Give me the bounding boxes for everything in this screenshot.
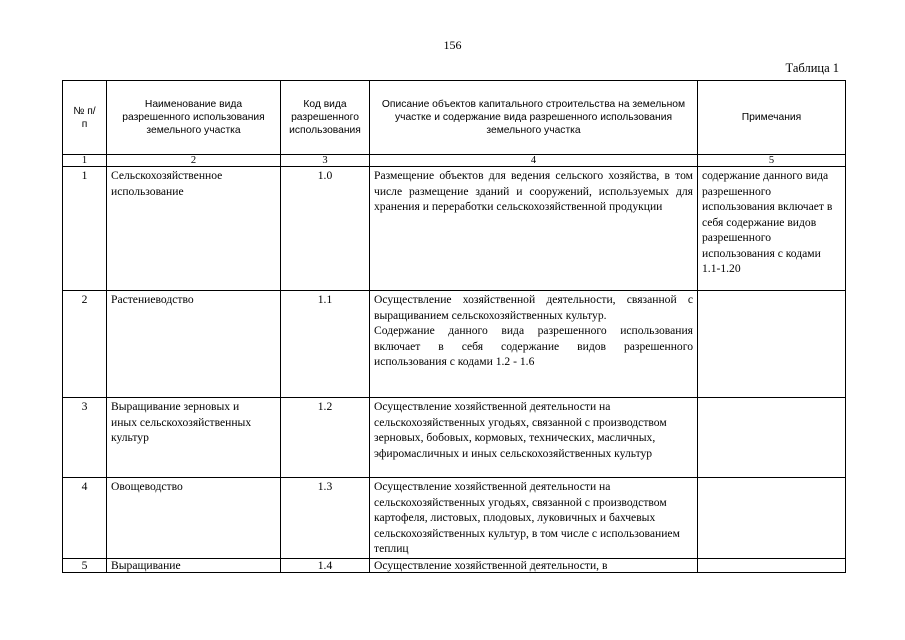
description-paragraph: Содержание данного вида разрешенного использования включает в себя содержание видов разрешенного использования с кодами 1.2 - 1.6 xyxy=(374,324,693,368)
row-name: Сельскохозяйственное использование xyxy=(107,167,281,291)
table-row xyxy=(63,291,846,398)
description-paragraph: Размещение объектов для ведения сельского хозяйства, в том числе размещение зданий и сооружений, используемых для хранения и переработки сельскохозяйственной продукции xyxy=(374,169,693,213)
column-number: 1 xyxy=(63,155,107,167)
row-description xyxy=(370,398,698,478)
row-note xyxy=(698,291,846,398)
row-note xyxy=(698,558,846,572)
row-code: 1.2 xyxy=(281,398,370,478)
page-number: 156 xyxy=(443,38,462,52)
description-paragraph: Осуществление хозяйственной деятельности на сельскохозяйственных угодьях, связанной с производством картофеля, листовых, плодовых, луковичных и бахчевых сельскохозяйственных культур, в том числе с использованием теплиц xyxy=(374,480,680,555)
row-description xyxy=(370,478,698,559)
column-numbers-row xyxy=(63,155,846,167)
table-row xyxy=(63,558,846,572)
column-number: 3 xyxy=(281,155,370,167)
row-name: Выращивание зерновых и иных сельскохозяйственных культур xyxy=(107,398,281,478)
row-note xyxy=(698,398,846,478)
row-note: содержание данного вида разрешенного использования включает в себя содержание видов разрешенного использования с кодами 1.1-1.20 xyxy=(698,167,846,291)
row-number: 2 xyxy=(63,291,107,398)
row-name: Выращивание xyxy=(107,558,281,572)
row-description xyxy=(370,558,698,572)
description-paragraph: Осуществление хозяйственной деятельности, связанной с выращиванием сельскохозяйственных культур. xyxy=(374,293,693,322)
row-code: 1.4 xyxy=(281,558,370,572)
row-name: Растениеводство xyxy=(107,291,281,398)
row-description xyxy=(370,167,698,291)
header-name: Наименование вида разрешенного использования земельного участка xyxy=(107,81,281,155)
column-number: 4 xyxy=(370,155,698,167)
row-code: 1.0 xyxy=(281,167,370,291)
row-number: 3 xyxy=(63,398,107,478)
row-description xyxy=(370,291,698,398)
row-code: 1.3 xyxy=(281,478,370,559)
header-notes: Примечания xyxy=(698,81,846,155)
description-paragraph: Осуществление хозяйственной деятельности, в xyxy=(374,558,608,572)
header-description: Описание объектов капитального строительства на земельном участке и содержание вида разрешенного использования земельного участка xyxy=(370,81,698,155)
column-number: 2 xyxy=(107,155,281,167)
header-number: № п/п xyxy=(63,81,107,155)
table-row xyxy=(63,398,846,478)
row-note xyxy=(698,478,846,559)
row-number: 1 xyxy=(63,167,107,291)
land-use-table xyxy=(62,80,846,573)
table-row xyxy=(63,167,846,291)
table-row xyxy=(63,478,846,559)
row-name: Овощеводство xyxy=(107,478,281,559)
row-code: 1.1 xyxy=(281,291,370,398)
row-number: 4 xyxy=(63,478,107,559)
header-code: Код вида разрешенного использования xyxy=(281,81,370,155)
table-caption: Таблица 1 xyxy=(785,61,839,75)
column-number: 5 xyxy=(698,155,846,167)
row-number: 5 xyxy=(63,558,107,572)
table-header-row xyxy=(63,81,846,155)
description-paragraph: Осуществление хозяйственной деятельности на сельскохозяйственных угодьях, связанной с производством зерновых, бобовых, кормовых, технических, масличных, эфиромасличных и иных сельскохозяйственных культур xyxy=(374,400,667,460)
